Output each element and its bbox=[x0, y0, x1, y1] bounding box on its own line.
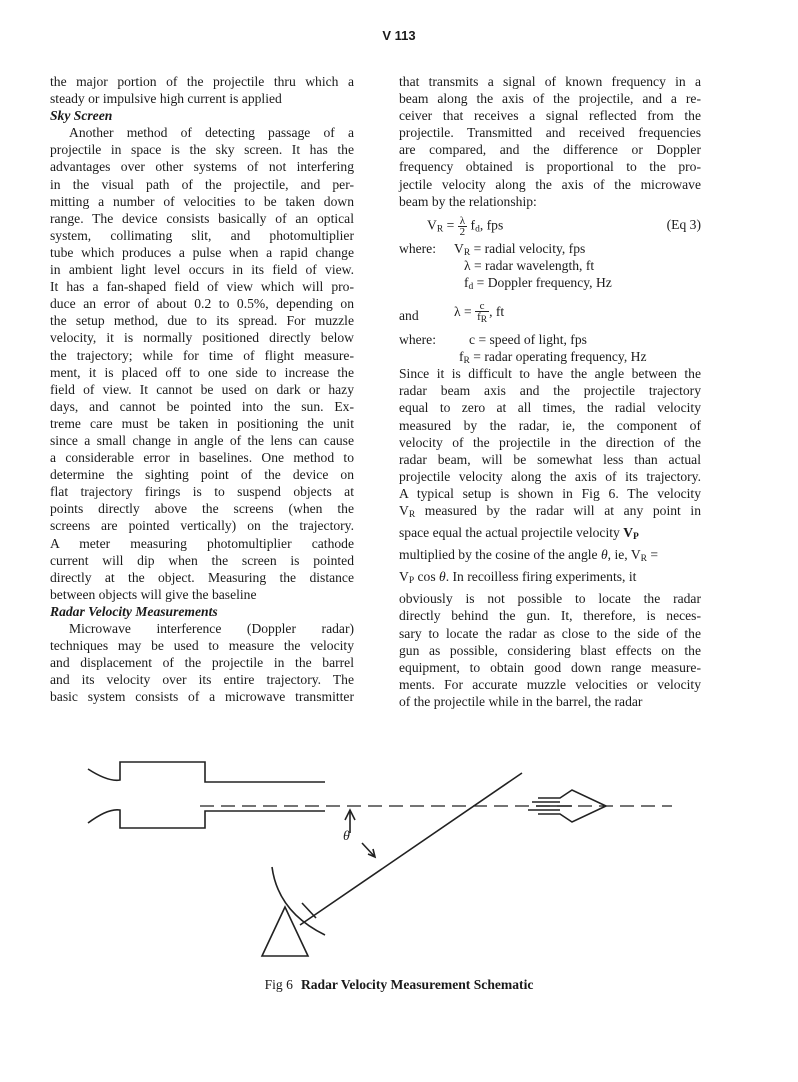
definition-row bbox=[399, 348, 701, 365]
text-fragment: = bbox=[647, 547, 659, 563]
right-paragraph-bottom bbox=[399, 365, 701, 502]
def-sub: R bbox=[463, 247, 471, 258]
text-line: advantages over other systems of not interfering bbox=[50, 159, 354, 175]
theta-symbol: θ bbox=[439, 569, 446, 585]
text-line: A meter measuring photomultiplier cathode bbox=[50, 535, 354, 551]
definition bbox=[469, 331, 587, 348]
eq-denominator: 2 bbox=[459, 225, 466, 238]
text-line: beam along the axis of the projectile, and a re- bbox=[399, 91, 701, 107]
eq-rhs-tail: , fps bbox=[479, 217, 504, 233]
text-line: that transmits a signal of known frequency in a bbox=[399, 74, 701, 89]
symbol-sub: P bbox=[633, 532, 639, 543]
equation-expression bbox=[427, 216, 503, 239]
text-fragment: cos bbox=[414, 569, 440, 585]
eq-rhs-sub: d bbox=[475, 224, 480, 235]
and-label: and bbox=[399, 308, 419, 324]
text-line: and displacement of the projectile in the barrel bbox=[50, 655, 354, 671]
right-paragraph-end bbox=[399, 590, 701, 710]
text-line: tube which produces a pulse when a rapid change bbox=[50, 244, 354, 260]
text-fragment: measured by the radar will at any point in bbox=[415, 502, 701, 518]
text-fragment: multiplied by the cosine of the angle bbox=[399, 547, 601, 563]
right-paragraph-top bbox=[399, 73, 701, 193]
text-line: in the visual path of the projectile, and per- bbox=[50, 176, 354, 192]
def-symbol: f bbox=[464, 274, 469, 290]
theta-label: θ bbox=[343, 829, 350, 844]
text-line: equal to zero at all times, the radial velocity bbox=[399, 400, 701, 416]
text-line: gun as possible, considering blast effects on the bbox=[399, 642, 701, 658]
eq-equals: = bbox=[443, 217, 458, 233]
eq-fraction bbox=[475, 301, 489, 325]
text-line: determine the sighting point of the device on bbox=[50, 467, 354, 483]
text-line: in ambient light level occurs in its field of view. bbox=[50, 262, 354, 278]
eq-tail: , ft bbox=[489, 304, 505, 320]
eq-rhs: f bbox=[467, 217, 476, 233]
gun-barrel-bottom bbox=[88, 810, 325, 828]
def-text: = speed of light, fps bbox=[475, 332, 587, 348]
text-line: projectile velocity along the axis of its trajectory. bbox=[399, 468, 701, 484]
text-line: directly behind the gun. It, therefore, is neces- bbox=[399, 608, 701, 624]
symbol-sub: R bbox=[640, 554, 647, 565]
text-line: beam by the relationship: bbox=[399, 193, 537, 209]
eq-fraction bbox=[458, 216, 468, 237]
figure-caption bbox=[0, 977, 798, 993]
caption-title: Radar Velocity Measurement Schematic bbox=[300, 977, 534, 992]
paragraph-first-line: Microwave interference (Doppler radar) bbox=[69, 621, 354, 636]
text-line: A typical setup is shown in Fig 6. The velocity bbox=[399, 485, 701, 501]
section-heading-radar: Radar Velocity Measurements bbox=[50, 603, 218, 619]
def-text: = radar wavelength, ft bbox=[470, 257, 595, 273]
symbol: V bbox=[630, 547, 641, 563]
text-fragment: space equal the actual projectile velocity bbox=[399, 525, 624, 541]
definition-row bbox=[399, 257, 701, 274]
sky-screen-paragraph bbox=[50, 141, 354, 585]
text-line: obviously is not possible to locate the radar bbox=[399, 591, 701, 607]
text-line: It has a fan-shaped field of view which will pro- bbox=[50, 279, 354, 295]
text-line: the setup method, due to its spread. For muzzle bbox=[50, 313, 354, 329]
symbol-sub: P bbox=[408, 576, 415, 587]
symbol: V bbox=[623, 525, 634, 541]
equation-expression bbox=[454, 301, 504, 325]
equation-wavelength bbox=[399, 291, 701, 331]
definition-row bbox=[399, 274, 701, 291]
text-line: points directly above the screens (when the bbox=[50, 501, 354, 517]
text-line: the trajectory; while for time of flight measure- bbox=[50, 347, 354, 363]
text-line: sary to locate the radar as close to the side of the bbox=[399, 625, 701, 641]
def-sub: d bbox=[468, 281, 474, 292]
text-line: flat trajectory firings is to suspend objects at bbox=[50, 484, 354, 500]
def-symbol: V bbox=[454, 240, 464, 256]
text-line: radar beam, will be somewhat less than actual bbox=[399, 451, 701, 467]
radar-dish bbox=[272, 867, 325, 935]
text-line: days, and cannot be pointed into the sun. Ex- bbox=[50, 398, 354, 414]
text-line: projectile. Transmitted and received frequencies bbox=[399, 125, 701, 141]
text-line: equipment, to obtain good down range measure- bbox=[399, 659, 701, 675]
text-line: and its velocity over its entire trajectory. The bbox=[50, 672, 354, 688]
eq-lhs: V bbox=[427, 217, 437, 233]
eq-numerator: c bbox=[475, 301, 489, 312]
text-line: velocity, it is normally positioned directly below bbox=[50, 330, 354, 346]
text-line: frequency obtained is proportional to the pro- bbox=[399, 159, 701, 175]
text-fragment: . In recoilless firing experiments, it bbox=[445, 569, 637, 585]
text-line: a considerable error in baselines. One method to bbox=[50, 450, 354, 466]
text-line: Since it is difficult to have the angle between the bbox=[399, 366, 701, 382]
text-line: directly at the object. Measuring the distance bbox=[50, 569, 354, 585]
eq-den-symbol: f bbox=[477, 311, 481, 324]
definition bbox=[459, 348, 647, 370]
radar-schematic-figure bbox=[0, 760, 798, 970]
symbol-sub: R bbox=[408, 509, 416, 520]
left-column bbox=[50, 73, 354, 705]
text-line: field of view. It cannot be used on dark or hazy bbox=[50, 381, 354, 397]
def-text: = radial velocity, fps bbox=[470, 240, 586, 256]
eq-lhs-sub: R bbox=[436, 224, 444, 235]
equation-3 bbox=[399, 210, 701, 240]
radar-beam-line bbox=[300, 773, 522, 925]
def-symbol: f bbox=[459, 349, 464, 365]
definition-row bbox=[399, 331, 701, 348]
text-line: measured by the radar, ie, the component of bbox=[399, 417, 701, 433]
text-line: jectile velocity along the axis of the microwave bbox=[399, 176, 701, 192]
equation-label: (Eq 3) bbox=[666, 216, 701, 232]
eq-lhs: λ bbox=[454, 304, 461, 320]
text-line bbox=[399, 502, 701, 524]
right-column bbox=[399, 73, 701, 710]
where-definitions-1 bbox=[399, 240, 701, 291]
def-sub: R bbox=[463, 356, 470, 367]
text-line: treme care must be taken in positioning the unit bbox=[50, 415, 354, 431]
text-line: the major portion of the projectile thru which a bbox=[50, 74, 354, 89]
definition bbox=[464, 257, 594, 274]
text-line: current will dip when the screen is pointed bbox=[50, 552, 354, 568]
text-line: range. The device consists basically of an optical bbox=[50, 210, 354, 226]
text-line: steady or impulsive high current is applied bbox=[50, 91, 282, 107]
symbol: V bbox=[399, 569, 409, 585]
text-line: screens are pointed vertically) on the trajectory. bbox=[50, 518, 354, 534]
text-line: between objects will give the baseline bbox=[50, 586, 257, 602]
def-symbol: λ bbox=[464, 257, 471, 273]
gun-barrel-top bbox=[88, 762, 325, 782]
text-line bbox=[399, 524, 701, 546]
text-line: duce an error of about 0.2 to 0.5%, depending on bbox=[50, 296, 354, 312]
text-fragment: , ie, bbox=[607, 547, 631, 563]
where-definitions-2 bbox=[399, 331, 701, 365]
text-line bbox=[399, 546, 701, 568]
text-line: system, collimating slit, and photomultiplier bbox=[50, 227, 354, 243]
def-symbol: c bbox=[469, 332, 476, 348]
radar-tripod bbox=[262, 907, 308, 956]
where-label: where: bbox=[399, 240, 436, 256]
text-line: techniques may be used to measure the velocity bbox=[50, 638, 354, 654]
page-header: V 113 bbox=[382, 28, 416, 43]
where-label: where: bbox=[399, 332, 436, 348]
def-text: = radar operating frequency, Hz bbox=[469, 349, 647, 365]
text-line: projectile in space is the sky screen. It has the bbox=[50, 142, 354, 158]
section-heading-sky-screen: Sky Screen bbox=[50, 108, 113, 124]
symbol: V bbox=[399, 502, 409, 518]
text-line: mitting a number of velocities to be taken down bbox=[50, 193, 354, 209]
text-line: basic system consists of a microwave transmitter bbox=[50, 689, 354, 705]
definition-row bbox=[399, 240, 701, 257]
text-line: of the projectile while in the barrel, the radar bbox=[399, 693, 643, 709]
text-line: are compared, and the difference or Doppler bbox=[399, 142, 701, 158]
text-line: velocity of the projectile in the direction of the bbox=[399, 434, 701, 450]
paragraph-first-line: Another method of detecting passage of a bbox=[69, 125, 354, 141]
radar-feed bbox=[302, 903, 316, 918]
def-text: = Doppler frequency, Hz bbox=[473, 274, 612, 290]
text-line: ments. For accurate muzzle velocities or velocity bbox=[399, 676, 701, 692]
text-line: ment, it is placed off to one side to increase the bbox=[50, 364, 354, 380]
caption-number: Fig 6 bbox=[264, 977, 293, 992]
eq-equals: = bbox=[460, 304, 476, 320]
radar-paragraph bbox=[50, 637, 354, 705]
eq-denominator bbox=[475, 312, 489, 325]
text-line bbox=[399, 568, 701, 590]
text-line: since a small change in angle of the lens can cause bbox=[50, 432, 354, 448]
text-line: radar beam axis and the projectile trajectory bbox=[399, 383, 701, 399]
theta-symbol: θ bbox=[600, 547, 608, 563]
text-line: ceiver that receives a signal reflected from the bbox=[399, 108, 701, 124]
eq-numerator: λ bbox=[458, 216, 468, 227]
eq-den-sub: R bbox=[480, 315, 488, 326]
